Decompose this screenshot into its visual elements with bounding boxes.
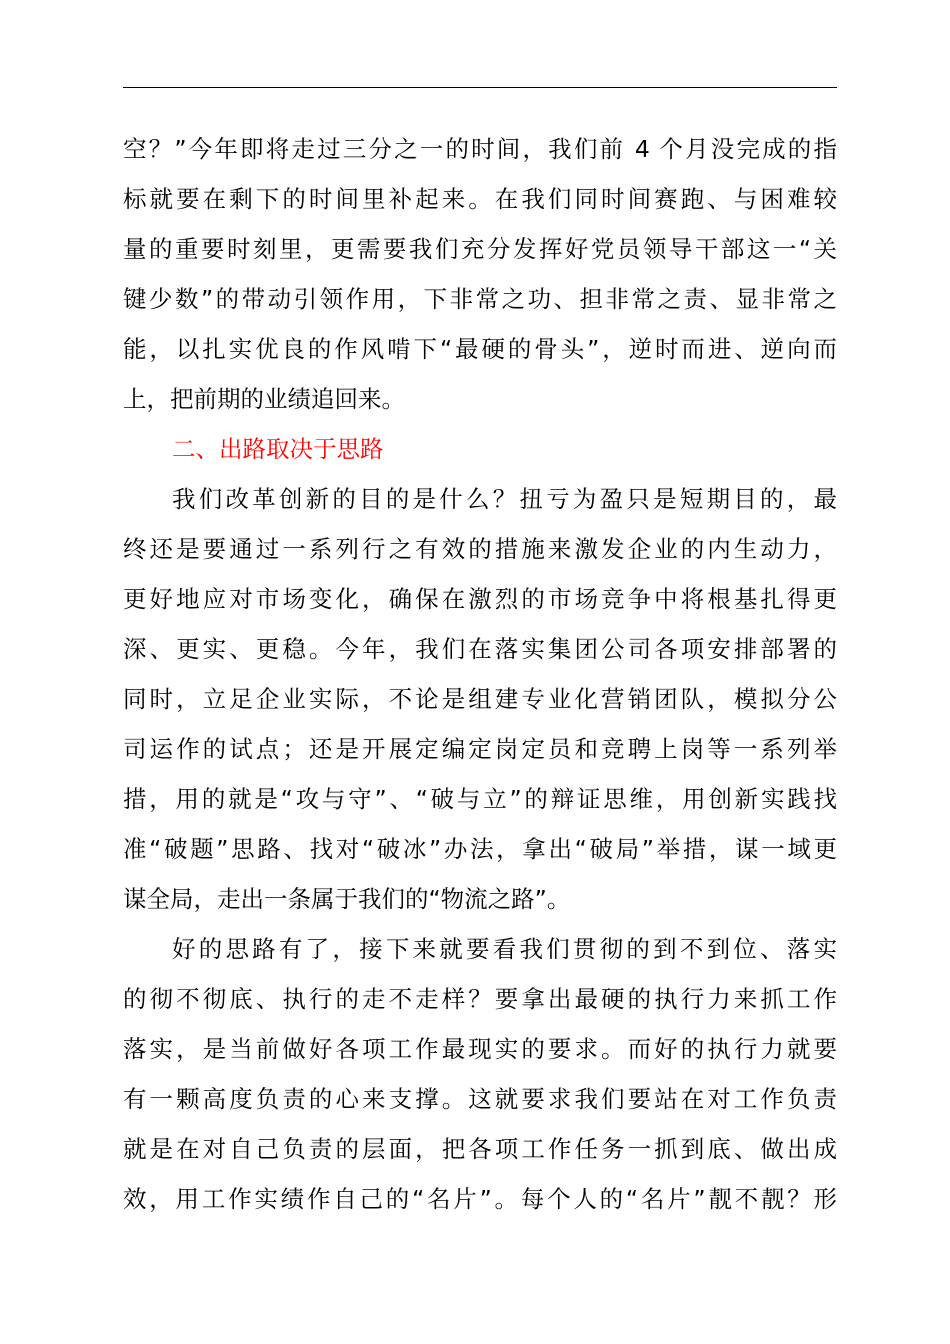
text-line: 准“破题”思路、找对“破冰”办法，拿出“破局”举措，谋一域更: [123, 835, 837, 863]
text-line: 措，用的就是“攻与守”、“破与立”的辩证思维，用创新实践找: [123, 785, 837, 813]
text-line: 的彻不彻底、执行的走不走样？要拿出最硬的执行力来抓工作: [123, 985, 837, 1013]
text-line: 谋全局，走出一条属于我们的“物流之路”。: [123, 885, 571, 913]
paragraph-thinking: [123, 474, 837, 924]
text-line: 空？”今年即将走过三分之一的时间，我们前 4 个月没完成的指: [123, 135, 837, 163]
text-line: 落实，是当前做好各项工作最现实的要求。而好的执行力就要: [123, 1035, 837, 1063]
document-body: [123, 124, 837, 1224]
text-line: 深、更实、更稳。今年，我们在落实集团公司各项安排部署的: [123, 635, 837, 663]
text-line: 效，用工作实绩作自己的“名片”。每个人的“名片”靓不靓？形: [123, 1185, 837, 1213]
text-line: 终还是要通过一系列行之有效的措施来激发企业的内生动力，: [123, 535, 837, 563]
text-line: 键少数”的带动引领作用，下非常之功、担非常之责、显非常之: [123, 285, 837, 313]
text-line: 上，把前期的业绩追回来。: [123, 385, 405, 413]
text-line: 更好地应对市场变化，确保在激烈的市场竞争中将根基扎得更: [123, 585, 837, 613]
text-line: 能，以扎实优良的作风啃下“最硬的骨头”，逆时而进、逆向而: [123, 335, 837, 363]
text-line: 好的思路有了，接下来就要看我们贯彻的到不到位、落实: [172, 935, 837, 963]
text-line: 标就要在剩下的时间里补起来。在我们同时间赛跑、与困难较: [123, 185, 837, 213]
paragraph-continued: [123, 124, 837, 424]
text-line: 同时，立足企业实际，不论是组建专业化营销团队，模拟分公: [123, 685, 837, 713]
text-line: 司运作的试点；还是开展定编定岗定员和竞聘上岗等一系列举: [123, 735, 837, 763]
text-line: 就是在对自己负责的层面，把各项工作任务一抓到底、做出成: [123, 1135, 837, 1163]
paragraph-execution: [123, 924, 837, 1224]
section-heading: 二、出路取决于思路: [172, 435, 384, 463]
text-line: 我们改革创新的目的是什么？扭亏为盈只是短期目的，最: [172, 485, 837, 513]
text-line: 量的重要时刻里，更需要我们充分发挥好党员领导干部这一“关: [123, 235, 837, 263]
text-line: 有一颗高度负责的心来支撑。这就要求我们要站在对工作负责: [123, 1085, 837, 1113]
header-rule: [123, 87, 837, 88]
